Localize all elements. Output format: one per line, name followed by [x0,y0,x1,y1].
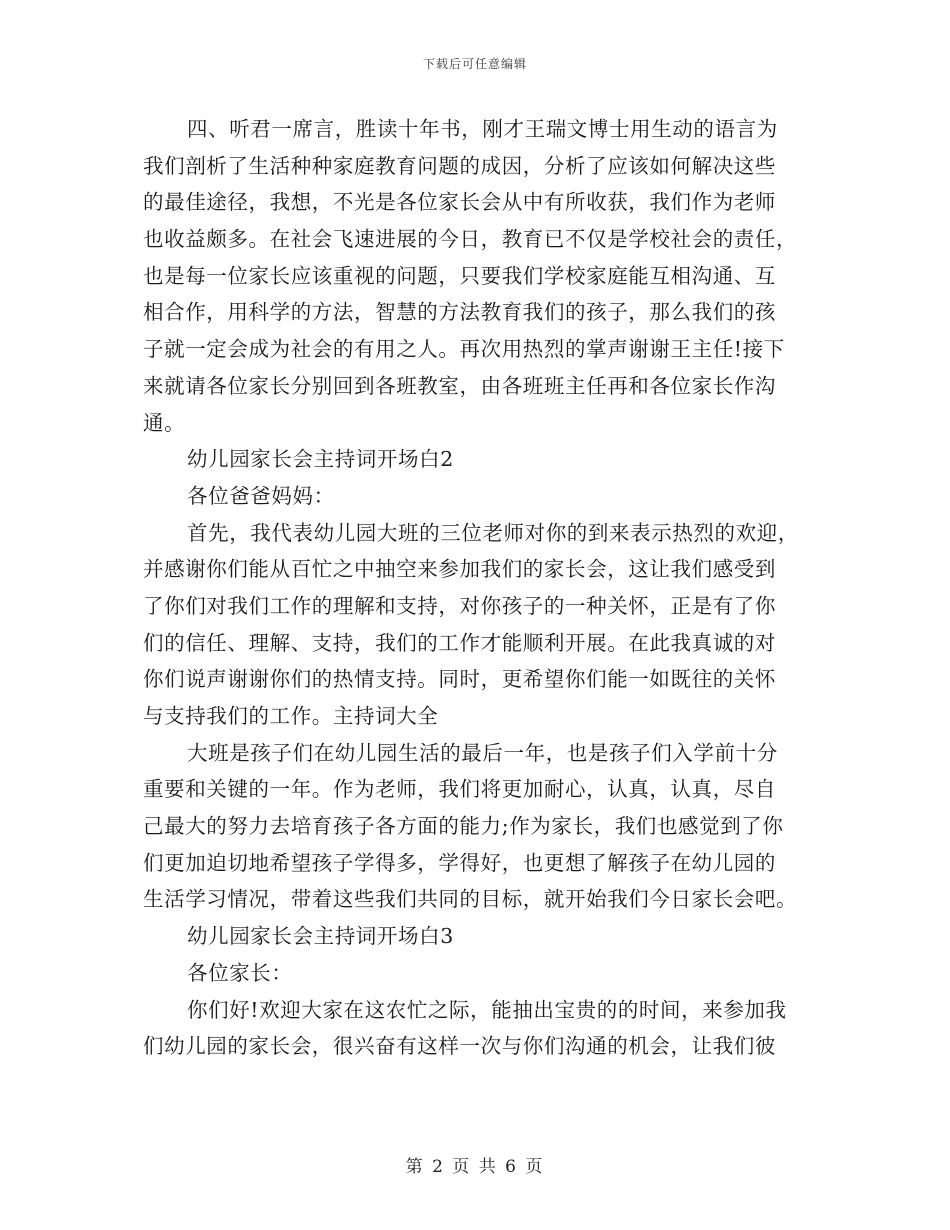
section-heading: 幼儿园家长会主持词开场白2 [187,447,454,472]
paragraph-line: 们更加迫切地希望孩子学得多，学得好，也更想了解孩子在幼儿园的 [143,850,776,875]
paragraph-line: 生活学习情况，带着这些我们共同的目标，就开始我们今日家长会吧。 [143,887,798,912]
paragraph-line: 们的信任、理解、支持，我们的工作才能顺利开展。在此我真诚的对 [143,630,776,655]
paragraph-line: 首先，我代表幼儿园大班的三位老师对你的到来表示热烈的欢迎， [187,520,799,545]
paragraph-line: 也收益颇多。在社会飞速进展的今日，教育已不仅是学校社会的责任， [143,227,798,252]
paragraph-line: 来就请各位家长分别回到各班教室，由各班班主任再和各位家长作沟 [143,373,776,398]
salutation: 各位爸爸妈妈： [187,483,335,508]
paragraph-line: 了你们对我们工作的理解和支持，对你孩子的一种关怀，正是有了你 [143,593,776,618]
paragraph-line: 己最大的努力去培育孩子各方面的能力;作为家长，我们也感觉到了你 [143,814,784,839]
paragraph-line: 你们说声谢谢你们的热情支持。同时，更希望你们能一如既往的关怀 [143,667,776,692]
paragraph-line: 也是每一位家长应该重视的问题，只要我们学校家庭能互相沟通、互 [143,263,776,288]
paragraph-line: 你们好!欢迎大家在这农忙之际，能抽出宝贵的的时间，来参加我 [187,997,787,1022]
paragraph-line: 我们剖析了生活种种家庭教育问题的成因，分析了应该如何解决这些 [143,153,776,178]
paragraph-line: 重要和关键的一年。作为老师，我们将更加耐心，认真，认真，尽自 [143,777,776,802]
paragraph-line: 通。 [143,410,186,435]
document-body [143,111,808,1065]
paragraph-line: 们幼儿园的家长会，很兴奋有这样一次与你们沟通的机会，让我们彼 [143,1034,776,1059]
salutation: 各位家长： [187,960,293,985]
paragraph-line: 与支持我们的工作。主持词大全 [143,704,439,728]
paragraph-line: 子就一定会成为社会的有用之人。再次用热烈的掌声谢谢王主任!接下 [143,337,785,362]
section-heading: 幼儿园家长会主持词开场白3 [187,924,454,949]
page-number-footer: 第 2 页 共 6 页 [405,1157,545,1177]
paragraph-line: 并感谢你们能从百忙之中抽空来参加我们的家长会，这让我们感受到 [143,557,776,582]
paragraph-line: 四、听君一席言，胜读十年书，刚才王瑞文博士用生动的语言为 [187,117,778,141]
paragraph-line: 相合作，用科学的方法，智慧的方法教育我们的孩子，那么我们的孩 [143,300,776,325]
page-header: 下载后可任意编辑 [422,57,527,71]
paragraph-line: 大班是孩子们在幼儿园生活的最后一年，也是孩子们入学前十分 [187,740,778,765]
paragraph-line: 的最佳途径，我想，不光是各位家长会从中有所收获，我们作为老师 [143,190,776,215]
